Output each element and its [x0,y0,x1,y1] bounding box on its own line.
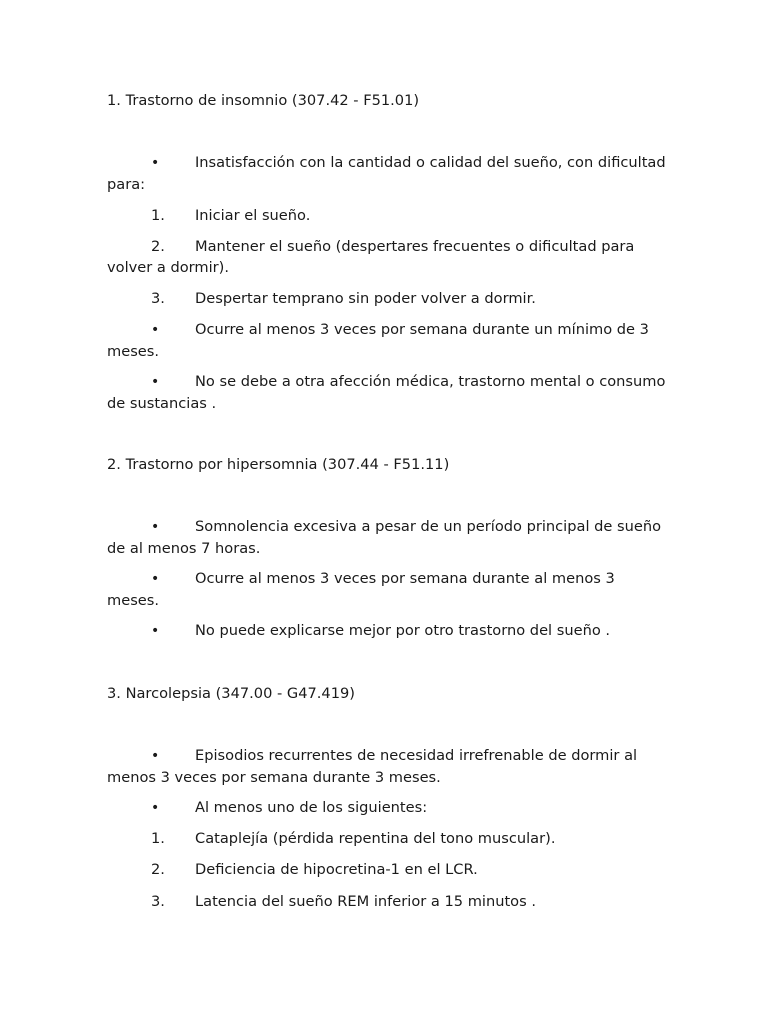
number-marker: 2. [151,238,165,255]
bullet-marker: • [151,800,160,816]
number-marker: 3. [151,893,165,910]
bullet-marker: • [151,571,160,587]
bullet-marker: • [151,519,160,535]
list-item-text: No se debe a otra afección médica, trastorno mental o consumo de sustancias . [107,373,666,412]
number-marker: 3. [151,290,165,307]
list-item [107,205,667,226]
list-item [107,371,667,414]
list-item [107,828,667,849]
number-marker: 1. [151,830,165,847]
list-item-text: Somnolencia excesiva a pesar de un período principal de sueño de al menos 7 horas. [107,518,662,557]
section-heading-narcolepsia: 3. Narcolepsia (347.00 - G47.419) [107,685,355,702]
bullet-marker: • [151,322,160,338]
list-item-text: Mantener el sueño (despertares frecuentes o dificultad para volver a dormir). [107,238,635,276]
list-item [107,236,667,278]
list-item [107,620,667,642]
list-item-text: Latencia del sueño REM inferior a 15 minutos . [195,893,536,910]
list-item-text: No puede explicarse mejor por otro trastorno del sueño . [195,622,611,639]
list-item-text: Iniciar el sueño. [195,207,311,224]
list-item-text: Cataplejía (pérdida repentina del tono muscular). [195,830,556,847]
number-marker: 2. [151,861,165,878]
section-heading-hipersomnia: 2. Trastorno por hipersomnia (307.44 - F51.11) [107,456,450,473]
list-item-text: Deficiencia de hipocretina-1 en el LCR. [195,861,478,878]
list-item-text: Ocurre al menos 3 veces por semana durante un mínimo de 3 meses. [107,321,649,360]
list-item [107,288,667,309]
list-item-text: Al menos uno de los siguientes: [195,799,428,816]
list-item-text: Despertar temprano sin poder volver a dormir. [195,290,536,307]
list-item-text: Insatisfacción con la cantidad o calidad del sueño, con dificultad para: [107,154,666,193]
list-item [107,859,667,880]
bullet-marker: • [151,155,160,171]
list-item [107,797,667,819]
bullet-marker: • [151,748,160,764]
list-item [107,745,667,788]
list-item [107,891,667,912]
bullet-marker: • [151,374,160,390]
bullet-marker: • [151,623,160,639]
list-item [107,319,667,362]
list-item [107,152,667,195]
section-heading-insomnio: 1. Trastorno de insomnio (307.42 - F51.01) [107,92,420,109]
list-item [107,568,667,611]
number-marker: 1. [151,207,165,224]
list-item-text: Ocurre al menos 3 veces por semana durante al menos 3 meses. [107,570,615,609]
list-item-text: Episodios recurrentes de necesidad irrefrenable de dormir al menos 3 veces por semana durante 3 meses. [107,747,638,786]
list-item [107,516,667,559]
